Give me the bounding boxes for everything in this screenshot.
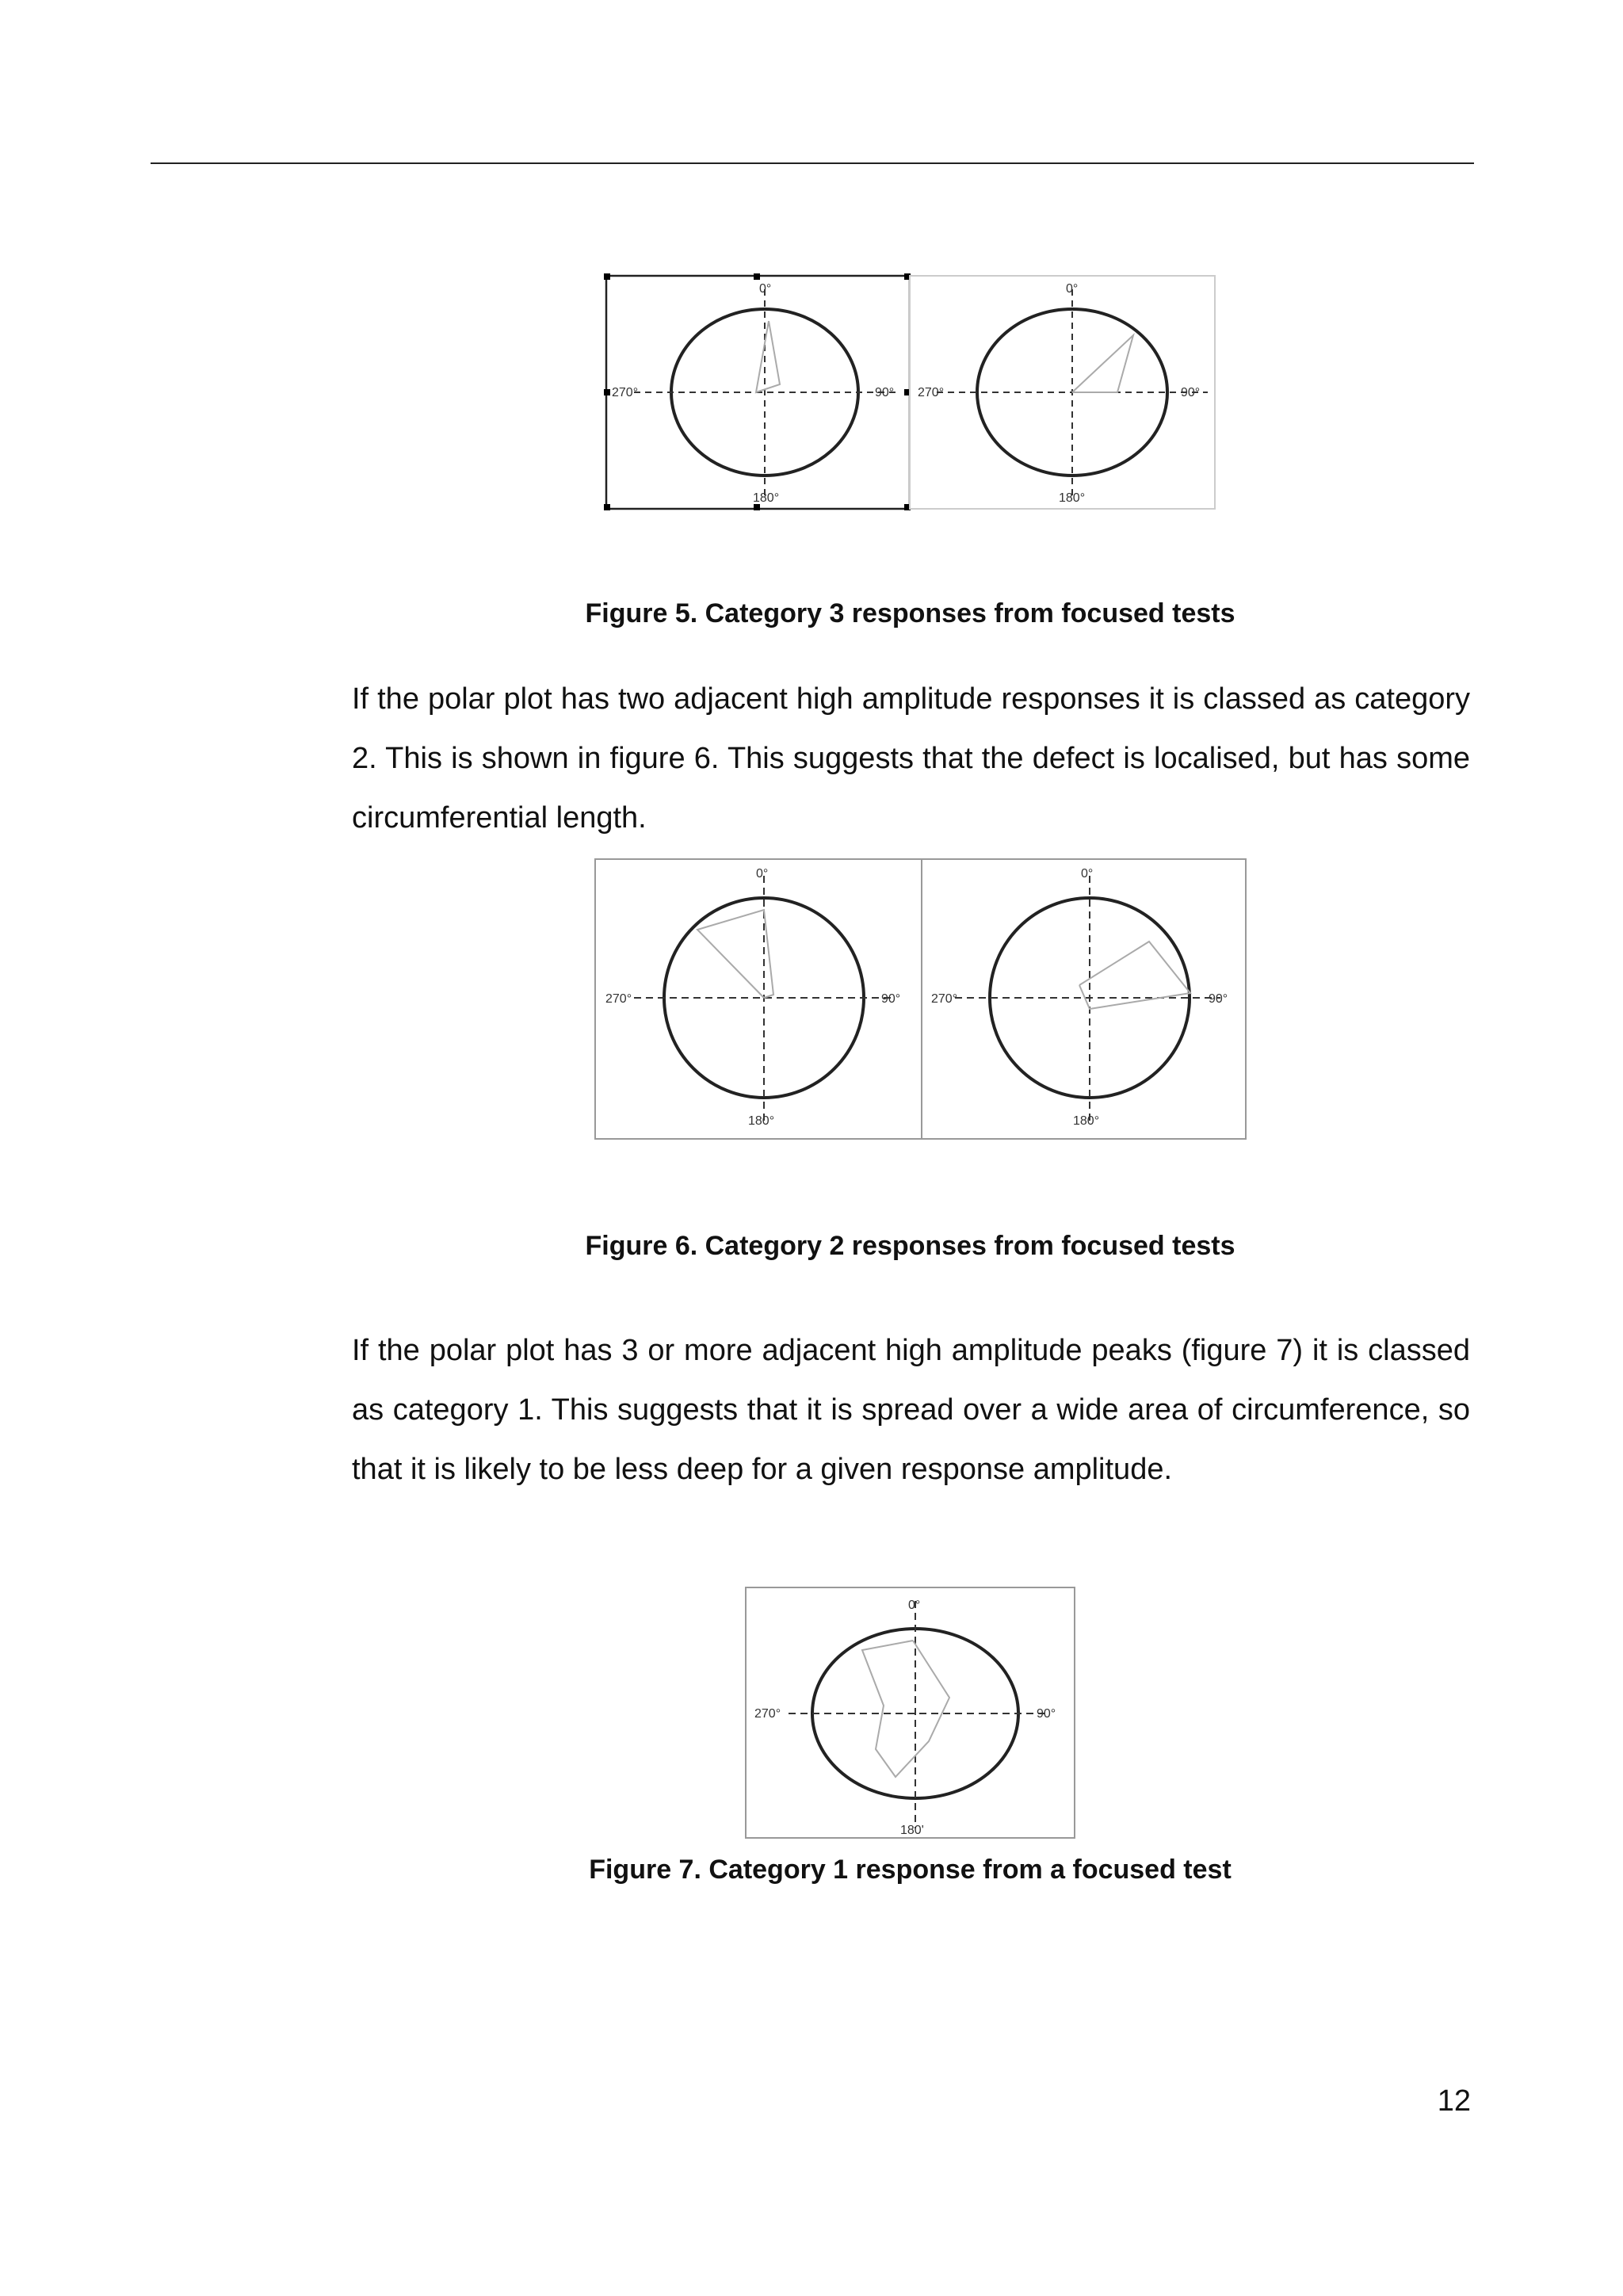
f6p2-left-label: 270° (931, 992, 958, 1006)
figure-7 (745, 1587, 1076, 1840)
f6p1-right-label: 90° (881, 992, 901, 1006)
figure-5-caption: Figure 5. Category 3 responses from focused tests (585, 598, 1235, 628)
f6p2-bottom-label: 180° (1073, 1114, 1100, 1128)
paragraph-1: If the polar plot has two adjacent high amplitude responses it is classed as category 2. This is shown in figure 6. This suggests that the defect is localised, but has some circumferential length. (352, 682, 1470, 835)
f5p2-left-label: 270° (918, 386, 945, 399)
paragraph-2: If the polar plot has 3 or more adjacent high amplitude peaks (figure 7) it is classed as category 1. This suggests that it is spread over a wide area of circumference, so that it is likely to be less deep for a given response amplitude. (352, 1334, 1470, 1486)
figure-5 (604, 273, 1219, 513)
f7-right-label: 90° (1037, 1707, 1056, 1721)
page-number: 12 (1437, 2084, 1471, 2118)
f5p2-top-label: 0° (1066, 282, 1079, 296)
figure-6 (594, 858, 1247, 1140)
f6p1-bottom-label: 180° (748, 1114, 775, 1128)
header-rule (151, 162, 1474, 164)
f7-top-label: 0° (908, 1599, 921, 1612)
figure-7-plot (745, 1587, 1076, 1840)
f6p2-top-label: 0° (1081, 867, 1094, 881)
f5p1-bottom-label: 180° (753, 491, 780, 505)
f6p2-right-label: 90° (1209, 992, 1228, 1006)
f7-bottom-label: 180' (900, 1824, 924, 1837)
figure-6-plots (594, 858, 1247, 1140)
f7-left-label: 270° (754, 1707, 781, 1721)
f5p2-right-label: 90° (1181, 386, 1201, 399)
f6p1-top-label: 0° (756, 867, 769, 881)
f5p1-left-label: 270° (612, 386, 639, 399)
f5p2-bottom-label: 180° (1059, 491, 1086, 505)
f5p1-top-label: 0° (759, 282, 772, 296)
figure-7-caption: Figure 7. Category 1 response from a focused test (589, 1855, 1232, 1885)
f6p1-left-label: 270° (605, 992, 632, 1006)
figure-6-caption: Figure 6. Category 2 responses from focused tests (585, 1231, 1235, 1261)
f5p1-right-label: 90° (875, 386, 895, 399)
figure-5-plots (604, 273, 1219, 513)
